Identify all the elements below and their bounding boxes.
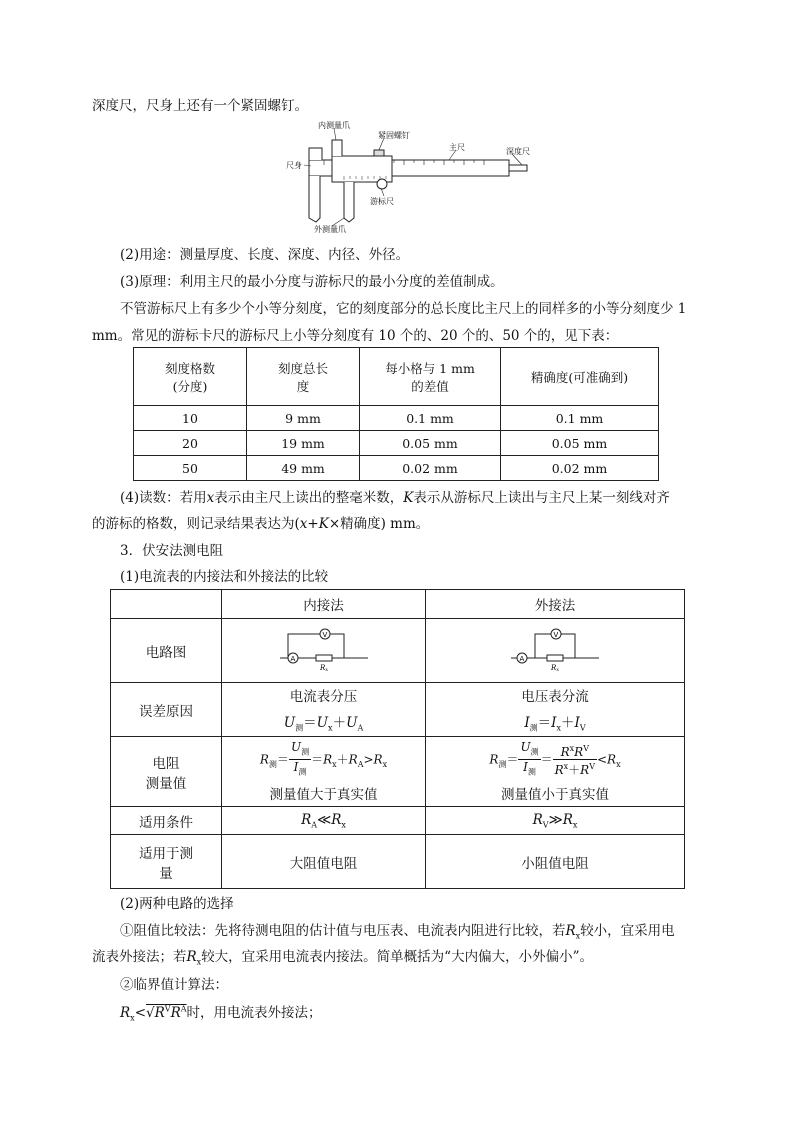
table-row: 10 9 mm 0.1 mm 0.1 mm: [134, 406, 659, 431]
method-critical-condition: $R_x<√R^VR^A$时，用电流表外接法；: [120, 1004, 322, 1023]
svg-text:A: A: [290, 654, 295, 663]
label-screw: 紧固螺钉: [378, 131, 410, 140]
header-outer: 外接法: [426, 590, 685, 619]
method-critical: ②临界值计算法：: [120, 977, 228, 993]
para-vernier-b: mm。常见的游标卡尺的游标尺上小等分刻度有 10 个的、20 个的、50 个的，见下表：: [92, 328, 619, 344]
inner-usage: 大阻值电阻: [222, 835, 426, 889]
outer-condition: $R_V≫R_x$: [426, 807, 685, 835]
row-error: 误差原因: [111, 683, 222, 737]
row-condition: 适用条件: [111, 807, 222, 835]
intro-line: 深度尺，尺身上还有一个紧固螺钉。: [92, 98, 308, 114]
para-vernier-a: 不管游标尺上有多少个小等分刻度，它的刻度部分的总长度比主尺上的同样多的小等分刻度少 1: [120, 301, 687, 317]
inner-error: 电流表分压 $U_测=U_x+U_A$: [222, 683, 426, 737]
section-heading: 3．伏安法测电阻: [120, 543, 224, 559]
inner-circuit-diagram: [222, 619, 426, 683]
subsection-selection: (2)两种电路的选择: [120, 896, 234, 912]
svg-text:A: A: [519, 654, 525, 663]
svg-text:Rx: Rx: [319, 663, 328, 673]
header-precision: 精确度(可准确到): [501, 348, 659, 406]
outer-measured: $R_测=$ $\frac{U_测}{I_测}$ ＝ $\frac{R^xR^V}{R^x+R^V}$ $<R_x$ 测量值小于真实值: [426, 737, 685, 807]
header-difference: 每小格与 1 mm 的差值: [360, 348, 501, 406]
row-measured: 电阻 测量值: [111, 737, 222, 807]
method-compare-a: ①阻值比较法：先将待测电阻的估计值与电压表、电流表内阻进行比较，若$R_x$较小，宜采用电: [120, 923, 675, 941]
svg-text:V: V: [553, 630, 559, 639]
item-reading-a: (4)读数：若用x表示由主尺上读出的整毫米数，K表示从游标尺上读出与主尺上某一刻线对齐: [120, 490, 670, 506]
svg-text:Rx: Rx: [551, 663, 560, 673]
svg-text:V: V: [322, 630, 327, 639]
item-reading-b: 的游标的格数，则记录结果表达为(x+K×精确度) mm。: [92, 516, 430, 532]
header-divisions: 刻度格数 (分度): [134, 348, 247, 406]
outer-error: 电压表分流 $I_测=I_x+I_V$: [426, 683, 685, 737]
row-circuit: 电路图: [111, 619, 222, 683]
label-main-scale: 主尺: [449, 143, 465, 152]
header-total-length: 刻度总长 度: [247, 348, 360, 406]
outer-circuit-diagram: [426, 619, 685, 683]
label-inner-jaw: 内测量爪: [318, 121, 350, 130]
method-compare-b: 流表外接法；若$R_x$较大，宜采用电流表内接法。简单概括为“大内偏大，小外偏小”。: [92, 949, 593, 967]
label-outer-jaw: 外测量爪: [314, 225, 346, 234]
inner-measured: $R_测=$ $\frac{U_测}{I_测}$ $=R_x+R_A>R_x$ 测量值大于真实值: [222, 737, 426, 807]
header-inner: 内接法: [222, 590, 426, 619]
inner-condition: $R_A≪R_x$: [222, 807, 426, 835]
subsection-compare: (1)电流表的内接法和外接法的比较: [120, 569, 329, 585]
label-depth-rod: 深度尺: [506, 147, 530, 156]
vernier-caliper-figure: [284, 118, 534, 236]
row-usage: 适用于测 量: [111, 835, 222, 889]
vernier-table: [133, 347, 659, 481]
item-principle: (3)原理：利用主尺的最小分度与游标尺的最小分度的差值制成。: [120, 274, 504, 290]
table-row: 20 19 mm 0.05 mm 0.05 mm: [134, 431, 659, 456]
outer-usage: 小阻值电阻: [426, 835, 685, 889]
label-vernier: 游标尺: [370, 197, 394, 206]
table-row: 50 49 mm 0.02 mm 0.02 mm: [134, 456, 659, 481]
item-usage: (2)用途：测量厚度、长度、深度、内径、外径。: [120, 247, 410, 263]
label-body: 尺身: [286, 161, 302, 170]
ammeter-comparison-table: [110, 589, 685, 889]
